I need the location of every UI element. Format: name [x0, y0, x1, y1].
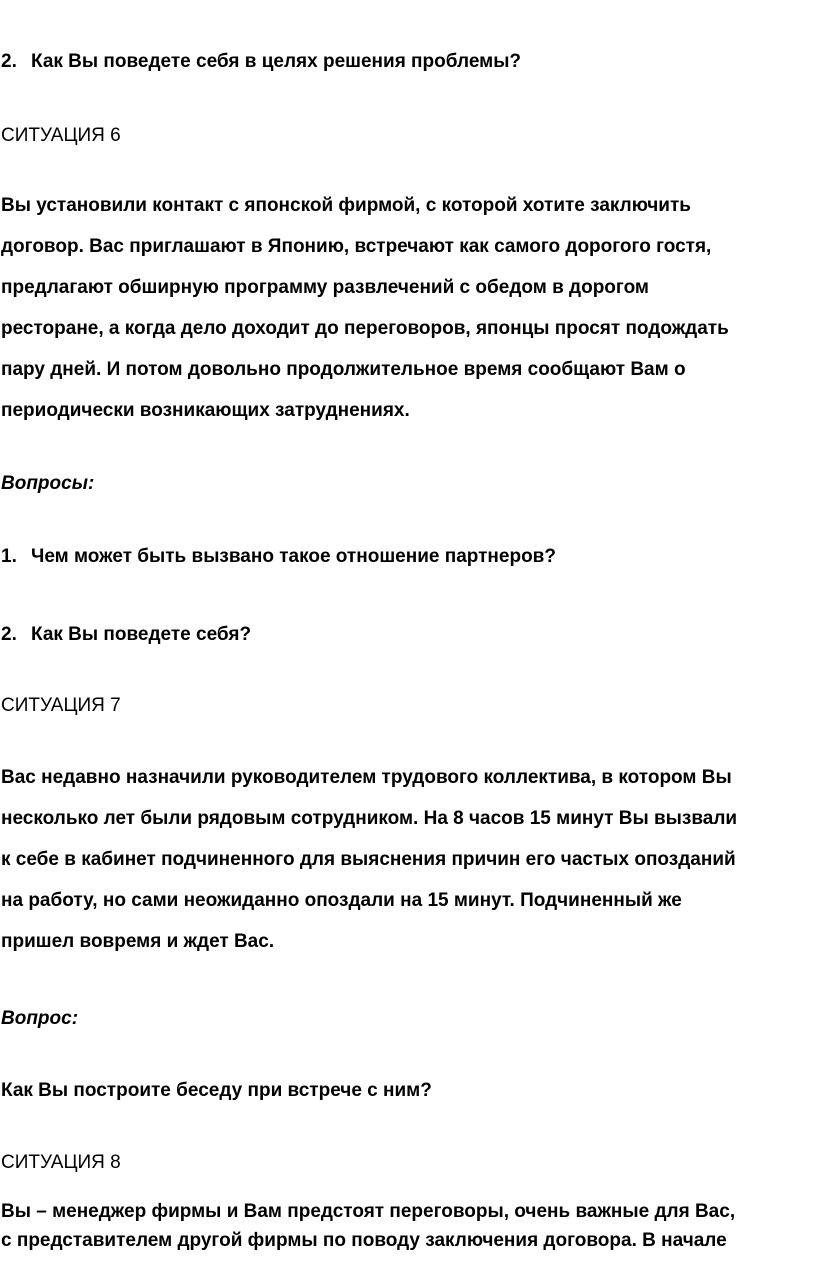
paragraph-line: с представителем другой фирмы по поводу заключения договора. В начале [1, 1230, 727, 1251]
paragraph-line: Вы – менеджер фирмы и Вам предстоят переговоры, очень важные для Вас, [1, 1201, 736, 1222]
question-text: Как Вы поведете себя в целях решения проблемы? [31, 51, 522, 72]
question-item [1, 545, 556, 569]
question-number: 2. [1, 51, 17, 72]
question-number: 1. [1, 546, 17, 567]
paragraph-line: предлагают обширную программу развлечений с обедом в дорогом [1, 277, 649, 298]
question-text: Как Вы поведете себя? [31, 624, 252, 645]
paragraph-line: Вы установили контакт с японской фирмой, с которой хотите заключить [1, 195, 691, 216]
situation-7-heading: СИТУАЦИЯ 7 [1, 695, 121, 716]
question-label: Вопрос: [1, 1008, 79, 1029]
situation-7-text [1, 766, 816, 971]
question-item [1, 50, 521, 74]
paragraph-line: несколько лет были рядовым сотрудником. На 8 часов 15 минут Вы вызвали [1, 808, 738, 829]
questions-label: Вопросы: [1, 473, 95, 494]
question-item [1, 623, 251, 647]
question-text: Чем может быть вызвано такое отношение партнеров? [31, 546, 556, 567]
paragraph-line: к себе в кабинет подчиненного для выяснения причин его частых опозданий [1, 849, 736, 870]
question-text: Как Вы построите беседу при встрече с ним? [1, 1080, 432, 1101]
paragraph-line: пришел вовремя и ждет Вас. [1, 931, 275, 952]
question-number: 2. [1, 624, 17, 645]
situation-8-text [1, 1200, 816, 1270]
paragraph-line: ресторане, а когда дело доходит до переговоров, японцы просят подождать [1, 318, 729, 339]
paragraph-line: пару дней. И потом довольно продолжительное время сообщают Вам о [1, 359, 686, 380]
paragraph-line: Вас недавно назначили руководителем трудового коллектива, в котором Вы [1, 767, 732, 788]
paragraph-line: периодически возникающих затруднениях. [1, 400, 410, 421]
situation-6-text [1, 194, 816, 440]
situation-8-heading: СИТУАЦИЯ 8 [1, 1152, 121, 1173]
paragraph-line: на работу, но сами неожиданно опоздали на 15 минут. Подчиненный же [1, 890, 682, 911]
situation-6-heading: СИТУАЦИЯ 6 [1, 125, 121, 146]
paragraph-line: договор. Вас приглашают в Японию, встречают как самого дорогого гостя, [1, 236, 712, 257]
